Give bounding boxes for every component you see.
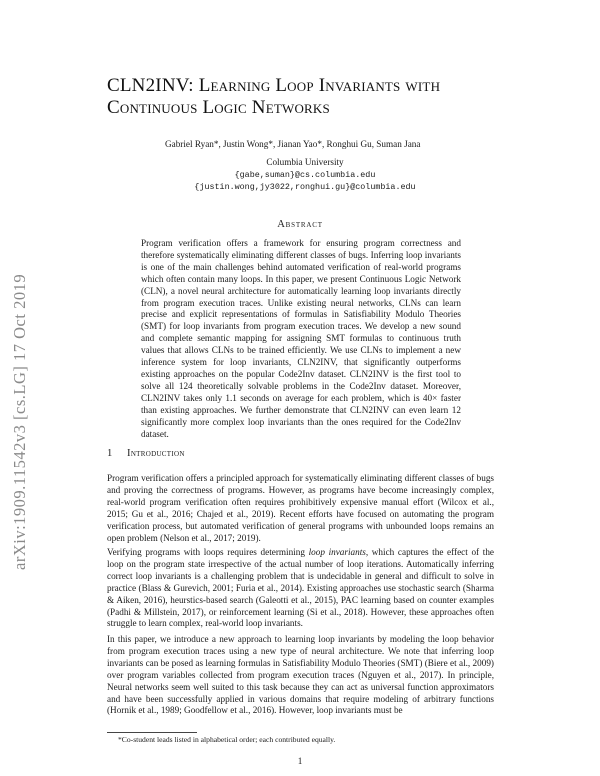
para2-rest: , which captures the effect of the loop on the program state irrespective of the actual number of loop iterations. Automatically inferring correct loop invariants is a challenging problem that is undecidable in general and difficult to solve in practice (Blass & Gurevich, 2001; Furia et al., 2014). Existing approaches use stochastic search (Sharma & Aiken, 2016), heurstics-based search (Galeotti et al., 2015), PAC learning based on counter examples (Padhi & Millstein, 2017), or reinforcement learning (Si et al., 2018). However, these approaches often struggle to learn complex, real-world loop invariants. xyxy=(107,547,494,629)
affiliation-email-2 xyxy=(160,181,450,193)
footnote-rule xyxy=(107,732,197,733)
affiliation-university: Columbia University xyxy=(266,157,344,167)
title-prefix: CLN2INV: xyxy=(107,75,199,96)
arxiv-identifier: arXiv:1909.11542v3 [cs.LG] 17 Oct 2019 xyxy=(10,273,29,570)
email-text-1: {gabe,suman}@cs.columbia.edu xyxy=(234,170,376,180)
affiliation-email-1 xyxy=(160,169,450,181)
section-title: Introduction xyxy=(127,448,185,459)
title-line1: Learning Loop Invariants with xyxy=(198,75,441,96)
author-list: Gabriel Ryan*, Justin Wong*, Jianan Yao*, Ronghui Gu, Suman Jana xyxy=(165,139,421,149)
email-text-2: {justin.wong,jy3022,ronghui.gu}@columbia.edu xyxy=(194,182,416,192)
intro-paragraph-1: Program verification offers a principled approach for systematically eliminating different classes of bugs and proving the correctness of programs. However, as programs have become increasingly complex, real-world program verification often requires prohibitively expensive manual effort (Wilcox et al., 2015; Gu et al., 2016; Chajed et al., 2019). Recent efforts have focused on automating the program verification process, but automated verification of general programs with unbounded loops remains an open problem (Nelson et al., 2017; 2019). xyxy=(107,473,494,543)
page-number: 1 xyxy=(297,756,303,766)
paper-title xyxy=(107,75,507,119)
abstract-text: Program verification offers a framework for ensuring program correctness and therefore systematically eliminating different classes of bugs. Inferring loop invariants is one of the main challenges behind automated verification of real-world programs which often contain many loops. In this paper, we present Continuous Logic Network (CLN), a novel neural architecture for automatically learning loop invariants directly from program execution traces. Unlike existing neural networks, CLNs can learn precise and explicit representations of formulas in Satisfiability Modulo Theories (SMT) for loop invariants from program execution traces. We develop a new sound and complete semantic mapping for assigning SMT formulas to continuous truth values that allows CLNs to be trained efficiently. We use CLNs to implement a new inference system for loop invariants, CLN2INV, that significantly outperforms existing approaches on the popular Code2Inv dataset. CLN2INV is the first tool to solve all 124 theoretically solvable problems in the Code2Inv dataset. Moreover, CLN2INV takes only 1.1 seconds on average for each problem, which is 40× faster than existing approaches. We further demonstrate that CLN2INV can even learn 12 significantly more complex loop invariants than the ones required for the Code2Inv dataset. xyxy=(141,238,461,439)
abstract-heading: Abstract xyxy=(277,219,323,230)
title-line2: Continuous Logic Networks xyxy=(107,97,330,118)
footnote: *Co-student leads listed in alphabetical order; each contributed equally. xyxy=(118,735,336,744)
para2-start: Verifying programs with loops requires determining xyxy=(107,547,309,557)
section-heading xyxy=(107,448,407,459)
intro-paragraph-2 xyxy=(107,547,494,630)
para2-emphasis: loop invariants xyxy=(308,547,366,557)
intro-paragraph-3: In this paper, we introduce a new approach to learning loop invariants by modeling the loop behavior from program execution traces using a new type of neural architecture. We note that inferring loop invariants can be posed as learning formulas in Satisfiability Modulo Theories (SMT) (Biere et al., 2009) over program variables collected from program execution traces (Nguyen et al., 2017). In principle, Neural networks seem well suited to this task because they can act as universal function approximators and have been successfully applied in various domains that require modeling of arbitrary functions (Hornik et al., 1989; Goodfellow et al., 2016). However, loop invariants must be xyxy=(107,634,494,716)
section-number: 1 xyxy=(107,448,113,459)
